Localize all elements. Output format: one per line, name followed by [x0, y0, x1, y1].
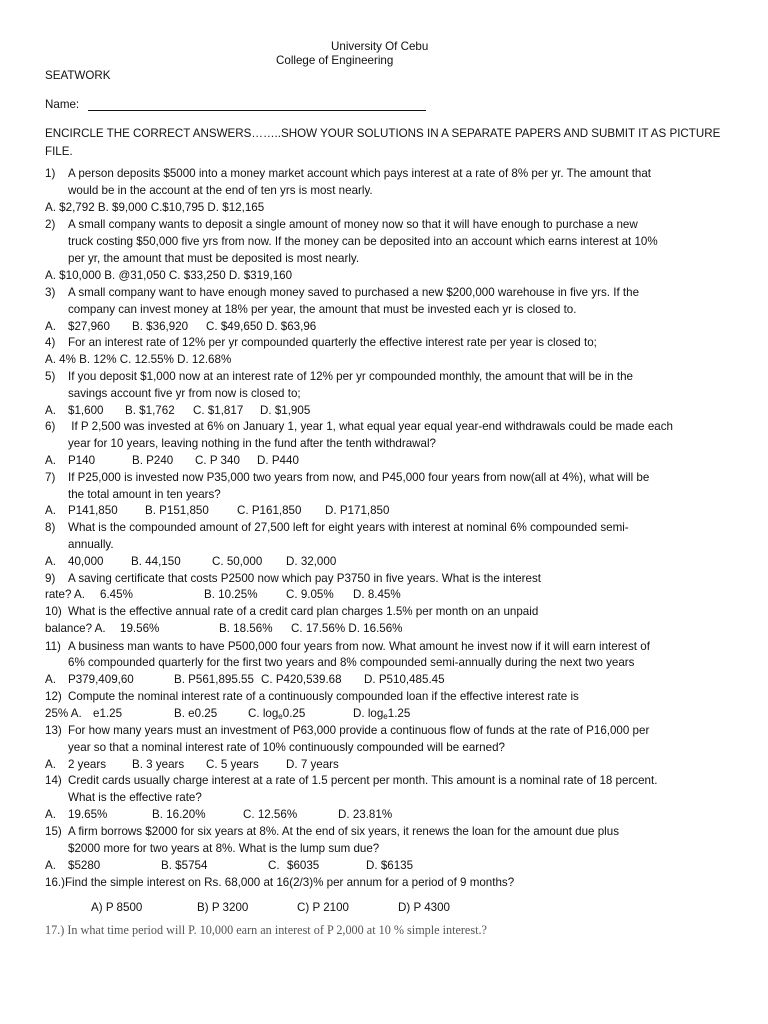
q14-number: 14)	[45, 774, 62, 787]
q4-number: 4)	[45, 336, 56, 349]
q6-choice-d[interactable]: D. P440	[257, 454, 299, 467]
q3-number: 3)	[45, 286, 56, 299]
q4-text-1: For an interest rate of 12% per yr compounded quarterly the effective interest rate per year is closed to;	[68, 336, 597, 349]
q9-choice-label: rate? A.	[45, 588, 85, 601]
q10-number: 10)	[45, 605, 62, 618]
q12-choice-c[interactable]	[248, 707, 305, 724]
q13-choice-a[interactable]: 2 years	[68, 758, 107, 771]
q12-choice-d-value: 1.25	[387, 707, 411, 720]
q15-text-2: $2000 more for two years at 8%. What is the lump sum due?	[68, 842, 380, 855]
q14-choice-label: A.	[45, 808, 56, 821]
q12-choice-b[interactable]: B. e0.25	[174, 707, 218, 720]
q7-text-1: If P25,000 is invested now P35,000 two years from now, and P45,000 four years from now(all at 4%), what will be	[68, 471, 650, 484]
q9-choice-d[interactable]: D. 8.45%	[353, 588, 401, 601]
q7-choice-a[interactable]: P141,850	[68, 504, 118, 517]
q8-number: 8)	[45, 521, 56, 534]
q14-choice-d[interactable]: D. 23.81%	[338, 808, 393, 821]
q17-text-1: 17.) In what time period will P. 10,000 earn an interest of P 2,000 at 10 % simple interest.?	[45, 923, 487, 937]
q10-choice-b[interactable]: B. 18.56%	[219, 622, 273, 635]
q2-choices[interactable]: A. $10,000 B. @31,050 C. $33,250 D. $319,160	[45, 269, 293, 282]
q7-number: 7)	[45, 471, 56, 484]
q1-choices[interactable]: A. $2,792 B. $9,000 C.$10,795 D. $12,165	[45, 201, 265, 214]
q16-choice-a[interactable]: A) P 8500	[91, 901, 143, 914]
q10-text-1: What is the effective annual rate of a credit card plan charges 1.5% per month on an unpaid	[68, 605, 539, 618]
q12-choice-d-base: e	[383, 712, 388, 721]
q3-text-2: company can invest money at 18% per year, the amount that must be invested each yr is closed to.	[68, 303, 577, 316]
q14-text-2: What is the effective rate?	[68, 791, 202, 804]
q6-text-2: year for 10 years, leaving nothing in the fund after the tenth withdrawal?	[68, 437, 437, 450]
q13-number: 13)	[45, 724, 62, 737]
q9-choice-b[interactable]: B. 10.25%	[204, 588, 258, 601]
q14-choice-b[interactable]: B. 16.20%	[152, 808, 206, 821]
college-title: College of Engineering	[276, 54, 394, 67]
q12-choice-c-log: C. log	[248, 707, 279, 720]
q16-choice-d[interactable]: D) P 4300	[398, 901, 450, 914]
q12-choice-d[interactable]	[353, 707, 410, 724]
q9-choice-c[interactable]: C. 9.05%	[286, 588, 334, 601]
q11-choice-d[interactable]: D. P510,485.45	[364, 673, 445, 686]
q10-choice-a[interactable]: 19.56%	[120, 622, 160, 635]
q9-choice-a[interactable]: 6.45%	[100, 588, 133, 601]
q3-text-1: A small company want to have enough money saved to purchased a new $200,000 warehouse in five yrs. If the	[68, 286, 640, 299]
q8-choice-d[interactable]: D. 32,000	[286, 555, 337, 568]
q15-choice-c-label: C.	[268, 859, 280, 872]
q6-choice-b[interactable]: B. P240	[132, 454, 174, 467]
q13-text-2: year so that a nominal interest rate of 10% continuously compounded will be earned?	[68, 741, 505, 754]
q16-choice-b[interactable]: B) P 3200	[197, 901, 249, 914]
q5-number: 5)	[45, 370, 56, 383]
q9-number: 9)	[45, 572, 56, 585]
q1-text-2: would be in the account at the end of ten yrs is most nearly.	[68, 184, 373, 197]
q13-choice-b[interactable]: B. 3 years	[132, 758, 185, 771]
q7-choice-b[interactable]: B. P151,850	[145, 504, 209, 517]
q11-number: 11)	[45, 640, 61, 653]
q15-choice-d[interactable]: D. $6135	[366, 859, 414, 872]
q13-choice-label: A.	[45, 758, 56, 771]
q15-text-1: A firm borrows $2000 for six years at 8%. At the end of six years, it renews the loan for the amount due plus	[68, 825, 619, 838]
q4-choices[interactable]: A. 4% B. 12% C. 12.55% D. 12.68%	[45, 353, 232, 366]
q3-choice-label: A.	[45, 320, 56, 333]
q15-choice-a[interactable]: $5280	[68, 859, 101, 872]
q2-text-1: A small company wants to deposit a single amount of money now so that it will have enough to purchase a new	[68, 218, 638, 231]
q6-choice-c[interactable]: C. P 340	[195, 454, 240, 467]
q3-choice-b[interactable]: B. $36,920	[132, 320, 189, 333]
q15-choice-label: A.	[45, 859, 56, 872]
q11-choice-label: A.	[45, 673, 56, 686]
q2-text-2: truck costing $50,000 five yrs from now. If the money can be deposited into an account which earns interest at 10%	[68, 235, 658, 248]
q2-number: 2)	[45, 218, 56, 231]
q11-choice-c[interactable]: C. P420,539.68	[261, 673, 342, 686]
q10-choice-label: balance? A.	[45, 622, 106, 635]
q15-choice-b[interactable]: B. $5754	[161, 859, 208, 872]
q13-text-1: For how many years must an investment of P63,000 provide a continuous flow of funds at the rate of P16,000 per	[68, 724, 650, 737]
university-title: University Of Cebu	[331, 40, 429, 53]
q12-choice-a[interactable]: e1.25	[93, 707, 123, 720]
q5-choice-b[interactable]: B. $1,762	[125, 404, 175, 417]
q2-text-3: per yr, the amount that must be deposited is most nearly.	[68, 252, 360, 265]
q16-text-1: 16.)Find the simple interest on Rs. 68,000 at 16(2/3)% per annum for a period of 9 months?	[45, 876, 515, 889]
q14-choice-c[interactable]: C. 12.56%	[243, 808, 298, 821]
q12-choice-d-log: D. log	[353, 707, 384, 720]
q5-text-2: savings account five yr from now is closed to;	[68, 387, 301, 400]
q10-choice-cd[interactable]: C. 17.56% D. 16.56%	[291, 622, 403, 635]
q14-text-1: Credit cards usually charge interest at a rate of 1.5 percent per month. This amount is a nominal rate of 18 percent.	[68, 774, 658, 787]
instructions-line-1: ENCIRCLE THE CORRECT ANSWERS……..SHOW YOUR SOLUTIONS IN A SEPARATE PAPERS AND SUBMIT IT AS PICTURE	[45, 127, 721, 140]
q12-number: 12)	[45, 690, 62, 703]
q6-choice-label: A.	[45, 454, 56, 467]
q5-choice-c[interactable]: C. $1,817	[193, 404, 244, 417]
q8-choice-c[interactable]: C. 50,000	[212, 555, 263, 568]
q5-text-1: If you deposit $1,000 now at an interest rate of 12% per yr compounded monthly, the amount that will be in the	[68, 370, 633, 383]
q5-choice-a[interactable]: $1,600	[68, 404, 104, 417]
q7-choice-c[interactable]: C. P161,850	[237, 504, 302, 517]
q11-text-2: 6% compounded quarterly for the first two years and 8% compounded semi-annually during the next two years	[68, 656, 635, 669]
q11-choice-b[interactable]: B. P561,895.55	[174, 673, 254, 686]
q9-text-1: A saving certificate that costs P2500 now which pay P3750 in five years. What is the interest	[68, 572, 542, 585]
name-blank-line[interactable]	[88, 110, 426, 111]
q11-choice-a[interactable]: P379,409,60	[68, 673, 134, 686]
q14-choice-a[interactable]: 19.65%	[68, 808, 108, 821]
q5-choice-d[interactable]: D. $1,905	[260, 404, 311, 417]
q12-choice-c-base: e	[278, 712, 283, 721]
q6-text-1: If P 2,500 was invested at 6% on January 1, year 1, what equal year equal year-end withdrawals could be made each	[68, 420, 673, 433]
q8-text-2: annually.	[68, 538, 114, 551]
name-label: Name:	[45, 98, 80, 111]
q12-choice-c-value: 0.25	[282, 707, 306, 720]
q11-text-1: A business man wants to have P500,000 four years from now. What amount he invest now if it will earn interest of	[68, 640, 650, 653]
q15-number: 15)	[45, 825, 62, 838]
instructions-line-2: FILE.	[45, 145, 73, 158]
seatwork-heading: SEATWORK	[45, 69, 111, 82]
q8-choice-b[interactable]: B. 44,150	[131, 555, 181, 568]
q15-choice-c[interactable]: $6035	[287, 859, 320, 872]
q12-text-1: Compute the nominal interest rate of a continuously compounded loan if the effective interest rate is	[68, 690, 579, 703]
q3-choice-a[interactable]: $27,960	[68, 320, 110, 333]
q16-choice-c[interactable]: C) P 2100	[297, 901, 349, 914]
q8-text-1: What is the compounded amount of 27,500 left for eight years with interest at nominal 6% compounded semi-	[68, 521, 629, 534]
q13-choice-c[interactable]: C. 5 years	[206, 758, 259, 771]
q12-choice-label: 25% A.	[45, 707, 82, 720]
q7-choice-d[interactable]: D. P171,850	[325, 504, 390, 517]
q1-text-1: A person deposits $5000 into a money market account which pays interest at a rate of 8% per yr. The amount that	[68, 167, 652, 180]
q3-choice-cd[interactable]: C. $49,650 D. $63,96	[206, 320, 317, 333]
q6-number: 6)	[45, 420, 56, 433]
q6-choice-a[interactable]: P140	[68, 454, 96, 467]
q5-choice-label: A.	[45, 404, 56, 417]
q8-choice-label: A.	[45, 555, 56, 568]
q13-choice-d[interactable]: D. 7 years	[286, 758, 339, 771]
q8-choice-a[interactable]: 40,000	[68, 555, 104, 568]
q1-number: 1)	[45, 167, 56, 180]
q7-text-2: the total amount in ten years?	[68, 488, 221, 501]
q7-choice-label: A.	[45, 504, 56, 517]
